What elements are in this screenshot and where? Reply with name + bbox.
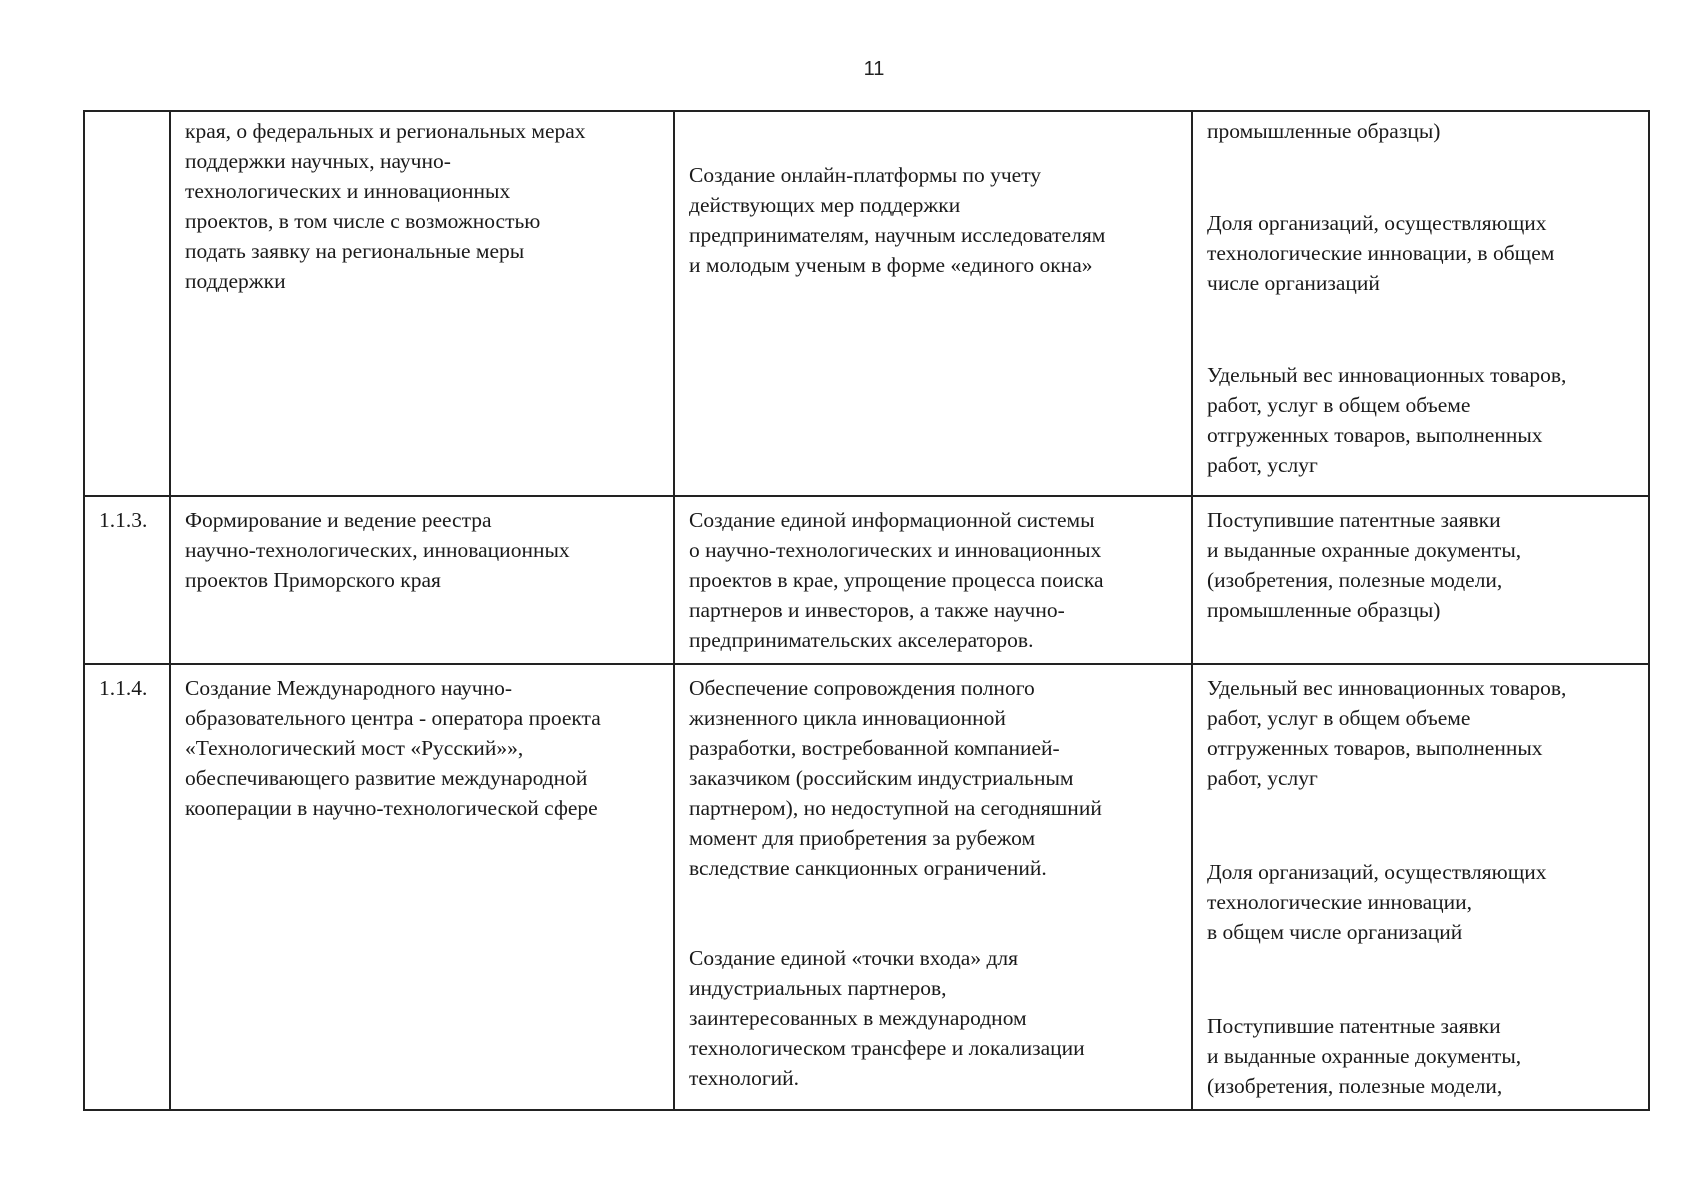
result-text: Создание единой информационной системы о научно-технологических и инновационных проектов в крае, упрощение процесса поиска партнеров и инвесторов, а также научно- предпринимательских акселераторов.: [689, 508, 1104, 652]
indicator-cell: [1192, 496, 1649, 664]
spacer: [1207, 146, 1636, 208]
row-number-cell: [84, 664, 170, 1110]
event-cell: [170, 111, 674, 496]
table-row: [84, 111, 1649, 496]
spacer: [1207, 298, 1636, 360]
event-cell: [170, 496, 674, 664]
indicator-text: Удельный вес инновационных товаров, работ, услуг в общем объеме отгруженных товаров, выполненных работ, услуг: [1207, 363, 1567, 477]
result-text: Создание онлайн-платформы по учету действующих мер поддержки предпринимателям, научным исследователям и молодым ученым в форме «единого окна»: [689, 163, 1106, 277]
indicator-cell: [1192, 664, 1649, 1110]
spacer: [1207, 947, 1636, 1011]
event-text: края, о федеральных и региональных мерах поддержки научных, научно- технологических и инновационных проектов, в том числе с возможностью подать заявку на региональные меры поддержки: [185, 119, 586, 293]
indicator-text: Доля организаций, осуществляющих технологические инновации, в общем числе организаций: [1207, 211, 1555, 295]
result-text: Обеспечение сопровождения полного жизненного цикла инновационной разработки, востребованной компанией- заказчиком (российским индустриальным партнером), но недоступной на сегодняшний момент для приобретения за рубежом вследствие санкционных ограничений.: [689, 676, 1102, 880]
event-cell: [170, 664, 674, 1110]
result-cell: [674, 496, 1192, 664]
indicator-cell: [1192, 111, 1649, 496]
result-text: Создание единой «точки входа» для индустриальных партнеров, заинтересованных в международном технологическом трансфере и локализации технологий.: [689, 946, 1085, 1090]
row-number-cell: [84, 111, 170, 496]
indicator-text: Доля организаций, осуществляющих технологические инновации, в общем числе организаций: [1207, 860, 1547, 944]
result-cell: [674, 111, 1192, 496]
table-row: [84, 664, 1649, 1110]
row-number: 1.1.4.: [99, 676, 148, 700]
event-text: Формирование и ведение реестра научно-технологических, инновационных проектов Приморского края: [185, 508, 570, 592]
result-cell: [674, 664, 1192, 1110]
event-text: Создание Международного научно- образовательного центра - оператора проекта «Технологический мост «Русский»», обеспечивающего развитие международной кооперации в научно-технологической сфере: [185, 676, 601, 820]
spacer: [689, 883, 1179, 943]
page-number: 11: [863, 58, 885, 80]
indicator-text: Поступившие патентные заявки и выданные охранные документы, (изобретения, полезные модели, промышленные образцы): [1207, 508, 1522, 622]
indicator-text: Поступившие патентные заявки и выданные охранные документы, (изобретения, полезные модели,: [1207, 1014, 1522, 1098]
row-number-cell: [84, 496, 170, 664]
indicator-text: промышленные образцы): [1207, 119, 1441, 143]
measures-table: [83, 110, 1650, 1111]
row-number: 1.1.3.: [99, 508, 148, 532]
spacer: [1207, 793, 1636, 857]
table-row: [84, 496, 1649, 664]
indicator-text: Удельный вес инновационных товаров, работ, услуг в общем объеме отгруженных товаров, выполненных работ, услуг: [1207, 676, 1567, 790]
